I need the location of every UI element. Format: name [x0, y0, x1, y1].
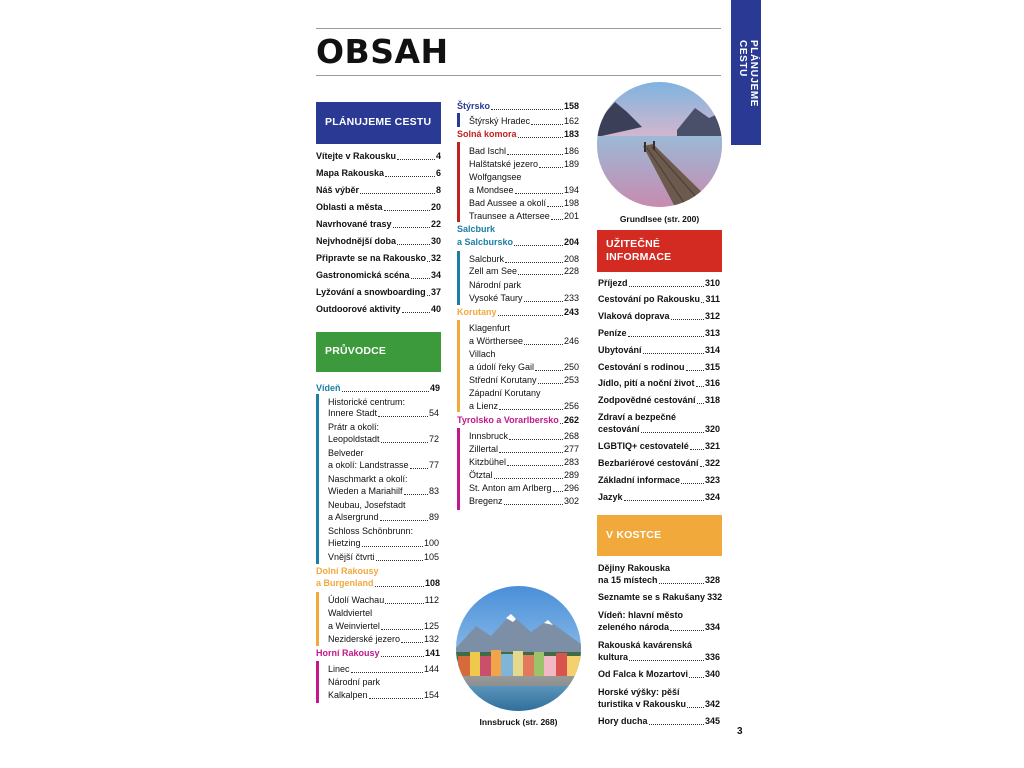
grundlsee-caption: Grundlsee (str. 200): [619, 214, 700, 224]
region-bar-styrsko: [457, 113, 460, 127]
toc-entry[interactable]: a Alsergrund 89: [328, 512, 439, 522]
toc-entry-line: Belveder: [328, 448, 364, 458]
toc-entry[interactable]: Innsbruck 268: [469, 431, 579, 441]
toc-entry[interactable]: Vnější čtvrti 105: [328, 552, 439, 562]
toc-entry[interactable]: Kitzbühel 283: [469, 457, 579, 467]
side-tab-label: PLÁNUJEME CESTU: [737, 40, 759, 108]
toc-entry[interactable]: Zodpovědné cestování 318: [598, 395, 720, 405]
toc-entry[interactable]: Cestování s rodinou 315: [598, 362, 720, 372]
toc-entry[interactable]: Zell am See 228: [469, 266, 579, 276]
toc-entry[interactable]: Údolí Wachau 112: [328, 595, 439, 605]
toc-entry[interactable]: Outdoorové aktivity 40: [316, 304, 441, 314]
toc-region-solna[interactable]: Solná komora 183: [457, 129, 579, 139]
toc-entry[interactable]: Vítejte v Rakousku 4: [316, 151, 441, 161]
toc-entry-line: Klagenfurt: [469, 323, 511, 333]
toc-entry[interactable]: Bezbariérové cestování 322: [598, 458, 720, 468]
toc-entry[interactable]: Oblasti a města 20: [316, 202, 441, 212]
grundlsee-photo: [597, 82, 722, 207]
toc-entry-line: Západní Korutany: [469, 388, 541, 398]
toc-entry[interactable]: Ötztal 289: [469, 470, 579, 480]
region-bar-tyrolsko: [457, 428, 460, 510]
toc-entry[interactable]: Navrhované trasy 22: [316, 219, 441, 229]
toc-entry[interactable]: Neziderské jezero 132: [328, 634, 439, 644]
region-bar-dolni: [316, 592, 319, 646]
region-bar-korutany: [457, 320, 460, 412]
toc-entry[interactable]: Innere Stadt 54: [328, 408, 439, 418]
toc-entry[interactable]: Hory ducha 345: [598, 716, 720, 726]
section-header-vkostce: V KOSTCE: [597, 515, 722, 556]
toc-entry[interactable]: Bad Ischl 186: [469, 146, 579, 156]
toc-entry[interactable]: Vlaková doprava 312: [598, 311, 720, 321]
innsbruck-photo: [456, 586, 581, 711]
toc-entry[interactable]: a Mondsee 194: [469, 185, 579, 195]
toc-entry[interactable]: kultura 336: [598, 652, 720, 662]
toc-entry[interactable]: Ubytování 314: [598, 345, 720, 355]
toc-entry-line: Národní park: [469, 280, 522, 290]
toc-entry[interactable]: a Lienz 256: [469, 401, 579, 411]
toc-entry[interactable]: Traunsee a Attersee 201: [469, 211, 579, 221]
toc-entry[interactable]: a Weinviertel 125: [328, 621, 439, 631]
toc-entry-line: Rakouská kavárenská: [598, 640, 693, 650]
toc-entry-line: Historické centrum:: [328, 397, 406, 407]
toc-entry[interactable]: Bad Aussee a okolí 198: [469, 198, 579, 208]
toc-entry[interactable]: a údolí řeky Gail 250: [469, 362, 579, 372]
toc-entry[interactable]: Gastronomická scéna 34: [316, 270, 441, 280]
toc-entry[interactable]: cestování 320: [598, 424, 720, 434]
section-header-pruvodce: PRŮVODCE: [316, 332, 441, 372]
section-header-line: INFORMACE: [606, 251, 672, 263]
toc-entry-line: Villach: [469, 349, 496, 359]
toc-entry[interactable]: Štýrský Hradec 162: [469, 116, 579, 126]
toc-entry[interactable]: na 15 místech 328: [598, 575, 720, 585]
toc-entry[interactable]: Náš výběr 8: [316, 185, 441, 195]
toc-entry[interactable]: Zillertal 277: [469, 444, 579, 454]
toc-region-viden[interactable]: Vídeň 49: [316, 383, 440, 393]
toc-entry[interactable]: zeleného národa 334: [598, 622, 720, 632]
toc-entry[interactable]: Vysoké Taury 233: [469, 293, 579, 303]
toc-entry-line: Dějiny Rakouska: [598, 563, 671, 573]
toc-entry[interactable]: Bregenz 302: [469, 496, 579, 506]
page-title: OBSAH: [316, 32, 449, 71]
toc-entry-line: Naschmarkt a okolí:: [328, 474, 408, 484]
toc-entry[interactable]: turistika v Rakousku 342: [598, 699, 720, 709]
toc-entry[interactable]: a Wörthersee 246: [469, 336, 579, 346]
toc-entry[interactable]: Mapa Rakouska 6: [316, 168, 441, 178]
page-number: 3: [737, 726, 743, 737]
toc-entry[interactable]: Jídlo, pití a noční život 316: [598, 378, 720, 388]
toc-entry[interactable]: Lyžování a snowboarding 37: [316, 287, 441, 297]
toc-entry-line: Vídeň: hlavní město: [598, 610, 684, 620]
toc-entry-line: Prátr a okolí:: [328, 422, 380, 432]
toc-entry[interactable]: Střední Korutany 253: [469, 375, 579, 385]
region-bar-salcburk: [457, 251, 460, 305]
innsbruck-caption: Innsbruck (str. 268): [479, 717, 558, 727]
toc-region-line: Dolní Rakousy: [316, 566, 379, 576]
toc-region-tyrolsko[interactable]: Tyrolsko a Vorarlbersko 262: [457, 415, 579, 425]
region-bar-viden: [316, 394, 319, 564]
section-header-line: UŽITEČNÉ: [606, 237, 661, 250]
toc-entry-line: Schloss Schönbrunn:: [328, 526, 414, 536]
toc-region-salcburk[interactable]: a Salcbursko 204: [457, 237, 579, 247]
toc-region-dolni[interactable]: a Burgenland 108: [316, 578, 440, 588]
toc-entry[interactable]: Od Falca k Mozartovi 340: [598, 669, 720, 679]
toc-entry[interactable]: Wieden a Mariahilf 83: [328, 486, 439, 496]
toc-entry[interactable]: St. Anton am Arlberg 296: [469, 483, 579, 493]
toc-entry[interactable]: Připravte se na Rakousko 32: [316, 253, 441, 263]
toc-entry[interactable]: Nejvhodnější doba 30: [316, 236, 441, 246]
toc-entry[interactable]: Základní informace 323: [598, 475, 720, 485]
toc-entry[interactable]: Příjezd 310: [598, 278, 720, 288]
toc-entry-line: Národní park: [328, 677, 381, 687]
toc-entry[interactable]: Leopoldstadt 72: [328, 434, 439, 444]
toc-region-line: Salcburk: [457, 224, 496, 234]
toc-entry[interactable]: Linec 144: [328, 664, 439, 674]
toc-region-styrsko[interactable]: Štýrsko 158: [457, 101, 579, 111]
toc-entry-line: Zdraví a bezpečné: [598, 412, 677, 422]
side-tab: [731, 0, 761, 145]
section-header-planujeme: PLÁNUJEME CESTU: [316, 102, 441, 144]
region-bar-solna: [457, 142, 460, 222]
toc-entry-line: Neubau, Josefstadt: [328, 500, 406, 510]
toc-entry[interactable]: a okolí: Landstrasse 77: [328, 460, 439, 470]
toc-entry-line: Wolfgangsee: [469, 172, 522, 182]
toc-entry[interactable]: Cestování po Rakousku 311: [598, 294, 720, 304]
toc-entry[interactable]: Hietzing 100: [328, 538, 439, 548]
toc-entry[interactable]: Seznamte se s Rakušany 332: [598, 592, 723, 602]
region-bar-horni: [316, 661, 319, 703]
toc-entry[interactable]: Jazyk 324: [598, 492, 720, 502]
toc-entry-line: Waldviertel: [328, 608, 373, 618]
toc-entry[interactable]: Salcburk 208: [469, 254, 579, 264]
toc-region-korutany[interactable]: Korutany 243: [457, 307, 579, 317]
toc-entry-line: Horské výšky: pěší: [598, 687, 680, 697]
toc-region-horni[interactable]: Horní Rakousy 141: [316, 648, 440, 658]
section-header-uzitecne: [597, 230, 722, 272]
toc-entry[interactable]: Peníze 313: [598, 328, 720, 338]
toc-entry[interactable]: Kalkalpen 154: [328, 690, 439, 700]
toc-entry[interactable]: LGBTIQ+ cestovatelé 321: [598, 441, 720, 451]
toc-entry[interactable]: Halštatské jezero 189: [469, 159, 579, 169]
